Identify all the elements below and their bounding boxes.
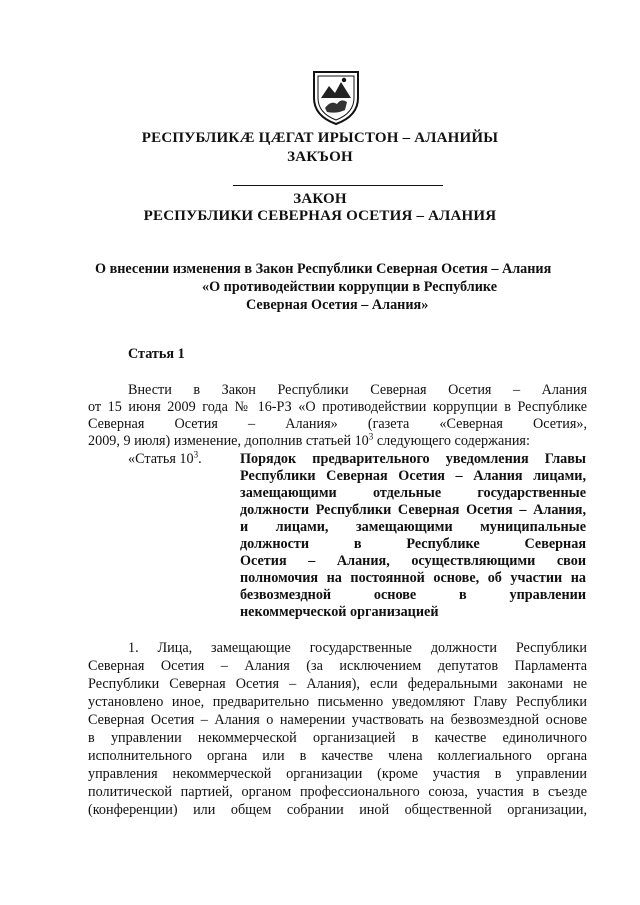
new-article-title-line: Порядок предварительного уведомления Главы bbox=[240, 451, 586, 467]
coat-of-arms-icon bbox=[311, 68, 361, 126]
russian-republic-title: РЕСПУБЛИКИ СЕВЕРНАЯ ОСЕТИЯ – АЛАНИЯ bbox=[143, 208, 497, 224]
paragraph-line: управления некоммерческой организации (кроме участия в управлении bbox=[88, 766, 587, 782]
new-article-label-end: . bbox=[198, 451, 202, 467]
new-article-title-line: должности Республики Северная Осетия – Алания, bbox=[240, 502, 586, 518]
intro-line: Северная Осетия – Алания» (газета «Северная Осетия», bbox=[88, 416, 587, 432]
new-article-label bbox=[128, 451, 202, 468]
ossetian-republic-title: РЕСПУБЛИКÆ ЦÆГАТ ИРЫСТОН – АЛАНИЙЫ bbox=[141, 130, 499, 146]
paragraph-line: (конференции) или общем собрании иной общественной организации, bbox=[88, 802, 587, 818]
new-article-title-line: безвозмездной основе в управлении bbox=[240, 587, 586, 603]
new-article-title-line: некоммерческой организацией bbox=[240, 604, 439, 620]
new-article-title-line: и лицами, замещающими муниципальные bbox=[240, 519, 586, 535]
new-article-title bbox=[240, 451, 586, 621]
header-divider bbox=[233, 185, 443, 186]
new-article-title-line: замещающими отдельные государственные bbox=[240, 485, 586, 501]
new-article-title-line: Республики Северная Осетия – Алания лицами, bbox=[240, 468, 586, 484]
new-article-title-line: Осетия – Алания, осуществляющими свои bbox=[240, 553, 586, 569]
paragraph-line: установлено иное, предварительно письменно уведомляют Главу Республики bbox=[88, 694, 587, 710]
ossetian-law-label: ЗАКЪОН bbox=[287, 149, 353, 165]
intro-line: Внести в Закон Республики Северная Осетия – Алания bbox=[128, 382, 587, 398]
intro-line-last bbox=[88, 433, 530, 450]
paragraph-line: исполнительного органа или в качестве члена коллегиального органа bbox=[88, 748, 587, 764]
document-title-line: О внесении изменения в Закон Республики Северная Осетия – Алания bbox=[95, 261, 552, 277]
new-article-title-line: должности в Республике Северная bbox=[240, 536, 586, 552]
paragraph-line: политической партией, органом профессионального союза, участия в съезде bbox=[88, 784, 587, 800]
article-heading: Статья 1 bbox=[128, 346, 185, 362]
document-title-line: Северная Осетия – Алания» bbox=[246, 297, 429, 313]
paragraph-line: в управлении некоммерческой организацией в качестве единоличного bbox=[88, 730, 587, 746]
paragraph-line: Северная Осетия – Алания (за исключением депутатов Парламента bbox=[88, 658, 587, 674]
intro-last-text: 2009, 9 июля) изменение, дополнив статьей 10 bbox=[88, 433, 369, 449]
new-article-label-text: «Статья 10 bbox=[128, 451, 194, 467]
new-article-title-line: полномочия на постоянной основе, об участии на bbox=[240, 570, 586, 586]
paragraph-line: Республики Северная Осетия – Алания), если федеральными законами не bbox=[88, 676, 587, 692]
new-article-label-sup: 3 bbox=[193, 449, 199, 460]
paragraph-line: 1. Лица, замещающие государственные должности Республики bbox=[128, 640, 587, 656]
intro-last-suffix: следующего содержания: bbox=[373, 433, 530, 449]
russian-law-label: ЗАКОН bbox=[293, 191, 347, 207]
paragraph-line: Северная Осетия – Алания о намерении участвовать на безвозмездной основе bbox=[88, 712, 587, 728]
intro-line: от 15 июня 2009 года № 16-РЗ «О противодействии коррупции в Республике bbox=[88, 399, 587, 415]
document-title-line: «О противодействии коррупции в Республике bbox=[202, 279, 498, 295]
intro-last-sup: 3 bbox=[368, 431, 374, 442]
